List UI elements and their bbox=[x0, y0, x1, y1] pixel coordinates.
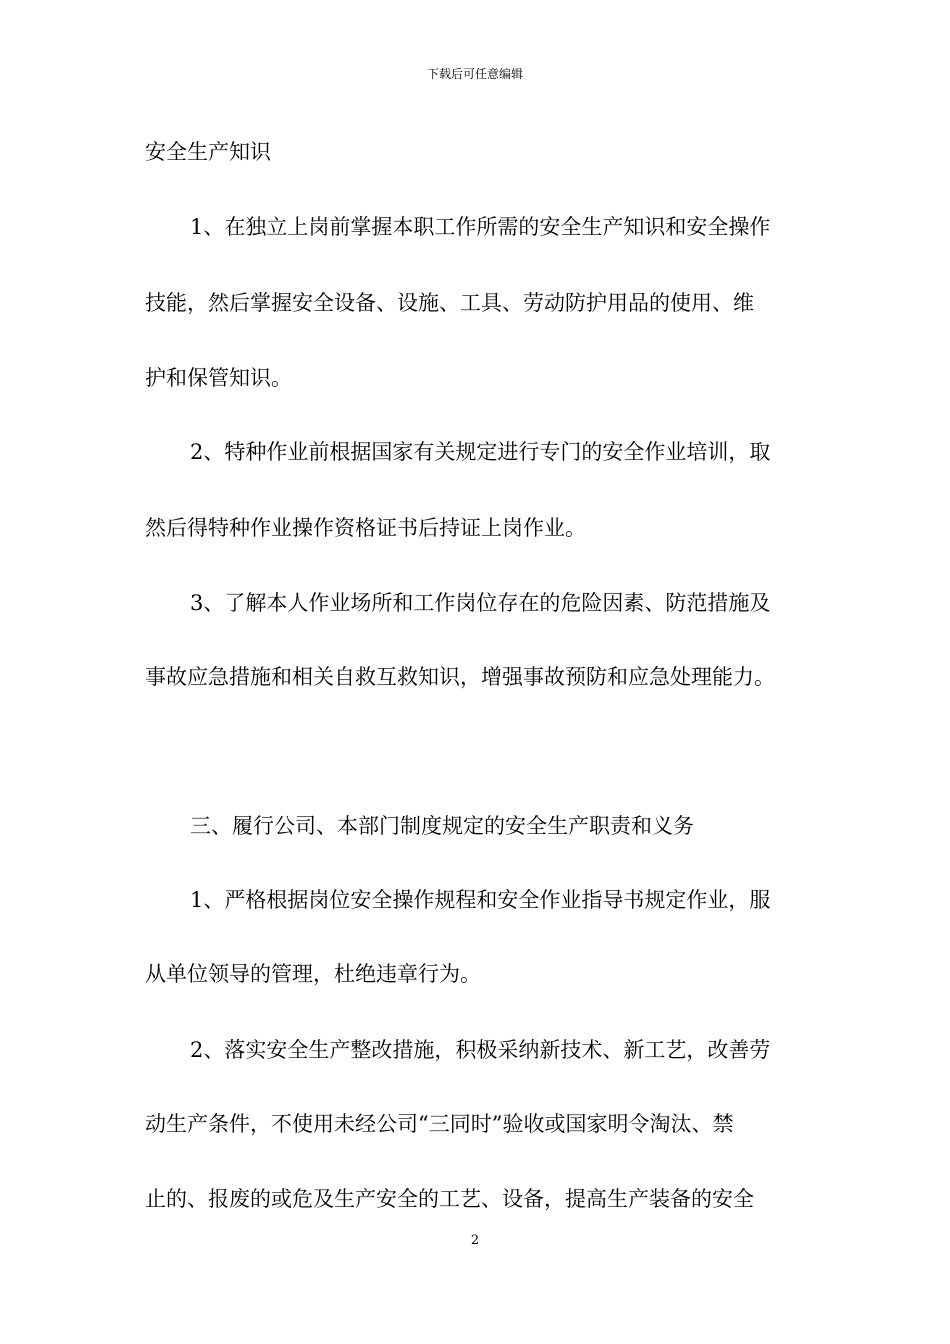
paragraph-line: 2、落实安全生产整改措施，积极采纳新技术、新工艺，改善劳 bbox=[190, 1038, 771, 1062]
page-number: 2 bbox=[470, 1233, 480, 1248]
paragraph-line: 止的、报废的或危及生产安全的工艺、设备，提高生产装备的安全 bbox=[145, 1187, 754, 1211]
paragraph-line: 3、了解本人作业场所和工作岗位存在的危险因素、防范措施及 bbox=[190, 591, 771, 615]
paragraph-line: 从单位领导的管理，杜绝违章行为。 bbox=[145, 962, 481, 986]
paragraph-line: 事故应急措施和相关自救互救知识，增强事故预防和应急处理能力。 bbox=[145, 665, 775, 689]
section-heading-safety-knowledge: 安全生产知识 bbox=[145, 140, 271, 164]
paragraph-line: 技能，然后掌握安全设备、设施、工具、劳动防护用品的使用、维 bbox=[145, 291, 754, 315]
paragraph-line: 2、特种作业前根据国家有关规定进行专门的安全作业培训，取 bbox=[190, 440, 771, 464]
paragraph-line: 然后得特种作业操作资格证书后持证上岗作业。 bbox=[145, 516, 586, 540]
paragraph-line: 护和保管知识。 bbox=[145, 366, 292, 390]
header-note: 下载后可任意编辑 bbox=[426, 67, 523, 81]
section-heading-duties: 三、履行公司、本部门制度规定的安全生产职责和义务 bbox=[190, 814, 694, 838]
paragraph-line: 1、严格根据岗位安全操作规程和安全作业指导书规定作业，服 bbox=[190, 888, 771, 912]
paragraph-line: 动生产条件，不使用未经公司“三同时”验收或国家明令淘汰、禁 bbox=[145, 1112, 734, 1136]
paragraph-line: 1、在独立上岗前掌握本职工作所需的安全生产知识和安全操作 bbox=[190, 215, 771, 239]
